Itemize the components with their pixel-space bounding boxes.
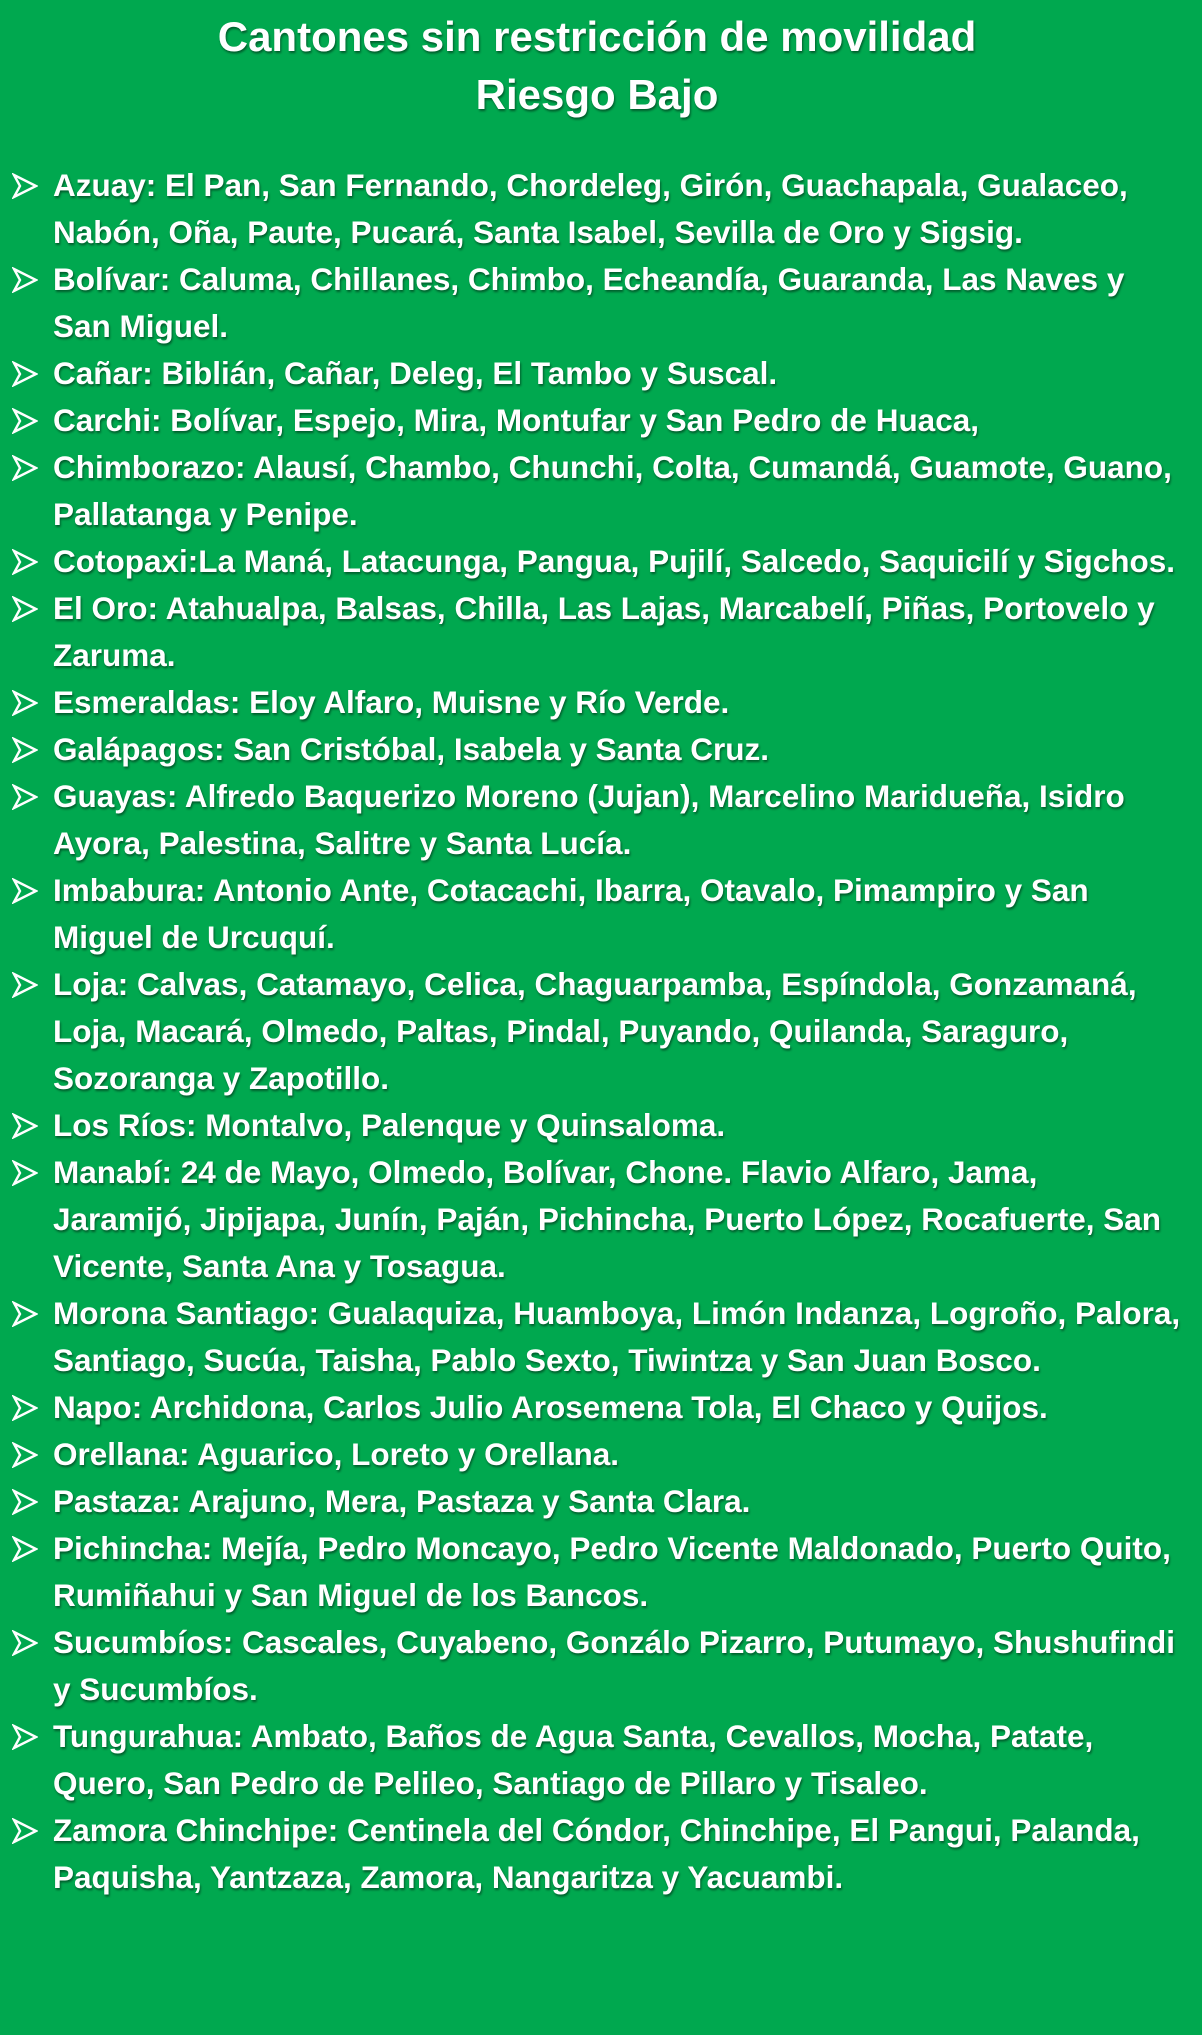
list-item-text: Pichincha: Mejía, Pedro Moncayo, Pedro Vicente Maldonado, Puerto Quito, Rumiñahui y San Miguel de los Bancos. bbox=[53, 1530, 1171, 1613]
list-item bbox=[10, 1619, 1184, 1713]
list-item-text: Bolívar: Caluma, Chillanes, Chimbo, Echeandía, Guaranda, Las Naves y San Miguel. bbox=[53, 261, 1125, 344]
list-item-text: Carchi: Bolívar, Espejo, Mira, Montufar y San Pedro de Huaca, bbox=[53, 402, 979, 438]
list-item bbox=[10, 1149, 1184, 1290]
list-item-text: Zamora Chinchipe: Centinela del Cóndor, Chinchipe, El Pangui, Palanda, Paquisha, Yantzaza, Zamora, Nangaritza y Yacuambi. bbox=[53, 1812, 1140, 1895]
list-item-text: Tungurahua: Ambato, Baños de Agua Santa, Cevallos, Mocha, Patate, Quero, San Pedro de Pelileo, Santiago de Pillaro y Tisaleo. bbox=[53, 1718, 1094, 1801]
arrow-bullet-icon bbox=[12, 1630, 38, 1656]
list-item-text: Cañar: Biblián, Cañar, Deleg, El Tambo y Suscal. bbox=[53, 355, 778, 391]
page-title bbox=[10, 8, 1184, 124]
list-item-text: El Oro: Atahualpa, Balsas, Chilla, Las Lajas, Marcabelí, Piñas, Portovelo y Zaruma. bbox=[53, 590, 1155, 673]
list-item bbox=[10, 773, 1184, 867]
list-item bbox=[10, 256, 1184, 350]
arrow-bullet-icon bbox=[12, 878, 38, 904]
arrow-bullet-icon bbox=[12, 1113, 38, 1139]
list-item-text: Napo: Archidona, Carlos Julio Arosemena Tola, El Chaco y Quijos. bbox=[53, 1389, 1048, 1425]
list-item bbox=[10, 1478, 1184, 1525]
arrow-bullet-icon bbox=[12, 549, 38, 575]
list-item-text: Manabí: 24 de Mayo, Olmedo, Bolívar, Chone. Flavio Alfaro, Jama, Jaramijó, Jipijapa, Junín, Paján, Pichincha, Puerto López, Rocafuerte, San Vicente, Santa Ana y Tosagua. bbox=[53, 1154, 1162, 1284]
arrow-bullet-icon bbox=[12, 972, 38, 998]
arrow-bullet-icon bbox=[12, 361, 38, 387]
arrow-bullet-icon bbox=[12, 1818, 38, 1844]
list-item-text: Orellana: Aguarico, Loreto y Orellana. bbox=[53, 1436, 619, 1472]
list-item-text: Pastaza: Arajuno, Mera, Pastaza y Santa Clara. bbox=[53, 1483, 751, 1519]
list-item bbox=[10, 1102, 1184, 1149]
arrow-bullet-icon bbox=[12, 267, 38, 293]
list-item-text: Guayas: Alfredo Baquerizo Moreno (Jujan), Marcelino Maridueña, Isidro Ayora, Palestina, Salitre y Santa Lucía. bbox=[53, 778, 1125, 861]
list-item bbox=[10, 350, 1184, 397]
list-item-text: Sucumbíos: Cascales, Cuyabeno, Gonzálo Pizarro, Putumayo, Shushufindi y Sucumbíos. bbox=[53, 1624, 1175, 1707]
list-item bbox=[10, 1384, 1184, 1431]
arrow-bullet-icon bbox=[12, 784, 38, 810]
arrow-bullet-icon bbox=[12, 1536, 38, 1562]
list-item bbox=[10, 1431, 1184, 1478]
list-item bbox=[10, 162, 1184, 256]
list-item bbox=[10, 397, 1184, 444]
arrow-bullet-icon bbox=[12, 1395, 38, 1421]
arrow-bullet-icon bbox=[12, 173, 38, 199]
list-item bbox=[10, 1807, 1184, 1901]
title-line-risk: Riesgo Bajo bbox=[475, 71, 719, 118]
list-item-text: Morona Santiago: Gualaquiza, Huamboya, Limón Indanza, Logroño, Palora, Santiago, Sucúa, Taisha, Pablo Sexto, Tiwintza y San Juan Bosco. bbox=[53, 1295, 1181, 1378]
list-item-text: Cotopaxi:La Maná, Latacunga, Pangua, Pujilí, Salcedo, Saquicilí y Sigchos. bbox=[53, 543, 1175, 579]
arrow-bullet-icon bbox=[12, 1724, 38, 1750]
list-item-text: Esmeraldas: Eloy Alfaro, Muisne y Río Verde. bbox=[53, 684, 730, 720]
arrow-bullet-icon bbox=[12, 1489, 38, 1515]
list-item-text: Galápagos: San Cristóbal, Isabela y Santa Cruz. bbox=[53, 731, 769, 767]
list-item-text: Azuay: El Pan, San Fernando, Chordeleg, Girón, Guachapala, Gualaceo, Nabón, Oña, Paute, Pucará, Santa Isabel, Sevilla de Oro y Sigsig. bbox=[53, 167, 1128, 250]
list-item bbox=[10, 1525, 1184, 1619]
arrow-bullet-icon bbox=[12, 1160, 38, 1186]
list-item-text: Los Ríos: Montalvo, Palenque y Quinsaloma. bbox=[53, 1107, 726, 1143]
arrow-bullet-icon bbox=[12, 455, 38, 481]
arrow-bullet-icon bbox=[12, 1301, 38, 1327]
list-item bbox=[10, 679, 1184, 726]
arrow-bullet-icon bbox=[12, 737, 38, 763]
list-item-text: Imbabura: Antonio Ante, Cotacachi, Ibarra, Otavalo, Pimampiro y San Miguel de Urcuquí. bbox=[53, 872, 1089, 955]
list-item bbox=[10, 1290, 1184, 1384]
list-item bbox=[10, 585, 1184, 679]
list-item bbox=[10, 726, 1184, 773]
arrow-bullet-icon bbox=[12, 596, 38, 622]
list-item bbox=[10, 538, 1184, 585]
list-item bbox=[10, 961, 1184, 1102]
arrow-bullet-icon bbox=[12, 690, 38, 716]
title-line-main: Cantones sin restricción de movilidad bbox=[217, 13, 977, 60]
list-item bbox=[10, 1713, 1184, 1807]
arrow-bullet-icon bbox=[12, 1442, 38, 1468]
list-item bbox=[10, 867, 1184, 961]
list-item-text: Chimborazo: Alausí, Chambo, Chunchi, Colta, Cumandá, Guamote, Guano, Pallatanga y Penipe. bbox=[53, 449, 1172, 532]
province-list bbox=[10, 162, 1184, 1901]
list-item bbox=[10, 444, 1184, 538]
list-item-text: Loja: Calvas, Catamayo, Celica, Chaguarpamba, Espíndola, Gonzamaná, Loja, Macará, Olmedo, Paltas, Pindal, Puyando, Quilanda, Saraguro, Sozoranga y Zapotillo. bbox=[53, 966, 1137, 1096]
arrow-bullet-icon bbox=[12, 408, 38, 434]
